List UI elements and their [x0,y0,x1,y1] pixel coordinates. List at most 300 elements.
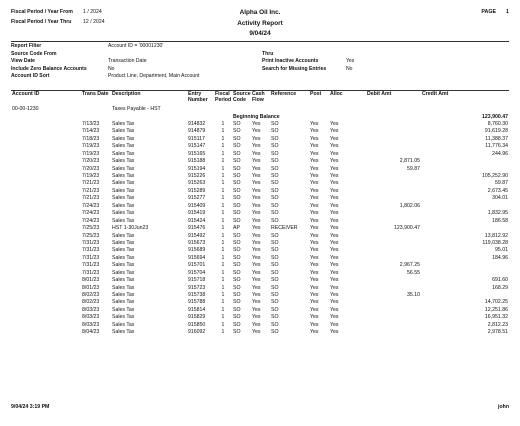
entry-number-cell: 915673 [188,239,206,246]
fiscal-from-label: Fiscal Period / Year From [11,9,73,16]
post-cell: Yes [310,262,319,269]
source-code-cell: SO [233,135,241,142]
source-code-cell: SO [233,254,241,261]
reference-cell: SO [271,329,279,336]
cash-flow-cell: Yes [252,321,261,328]
cash-flow-cell: Yes [252,217,261,224]
credit-amt-cell: 1,832.95 [487,210,508,217]
source-code-cell: SO [233,173,241,180]
entry-number-cell: 915117 [188,135,205,142]
trans-date-cell: 7/31/23 [82,262,100,269]
trans-date-cell: 8/01/23 [82,284,100,291]
entry-number-cell: 915476 [188,225,206,232]
source-code-cell: SO [233,128,241,135]
print-inactive-value: Yes [346,58,355,65]
debit-amt-cell [366,136,421,143]
description-cell: Sales Tax [112,239,135,246]
page-indicator [481,8,509,18]
source-code-cell: SO [233,158,241,165]
debit-amt-cell [366,210,421,217]
source-code-from-label: Source Code From [11,50,57,57]
cash-flow-cell: Yes [252,262,261,269]
col-cash-flow: Cash Flow [252,91,265,104]
debit-amt-cell [366,121,421,128]
reference-cell: SO [271,277,279,284]
credit-amt-cell: 59.87 [495,180,508,187]
col-description: Description [112,91,141,97]
cash-flow-cell: Yes [252,135,261,142]
post-cell: Yes [310,120,319,127]
account-id: 00-00-1230 [12,106,39,113]
table-row [11,299,509,306]
reference-cell: SO [271,254,279,261]
fiscal-period-cell: 1 [221,314,225,321]
cash-flow-cell: Yes [252,202,261,209]
source-code-cell: SO [233,314,241,321]
post-cell: Yes [310,195,319,202]
debit-amt-cell: 59.87 [407,165,420,172]
table-row [11,292,509,299]
report-header [11,8,509,42]
alloc-cell: Yes [330,143,339,150]
col-post: Post [310,91,322,97]
trans-date-cell: 7/31/23 [82,247,100,254]
entry-number-cell: 916092 [188,329,206,336]
fiscal-period-cell: 1 [221,254,225,261]
post-cell: Yes [310,306,319,313]
fiscal-period-cell: 1 [221,306,225,313]
credit-amt-cell: 16,951.32 [484,314,508,321]
post-cell: Yes [310,329,319,336]
alloc-cell: Yes [330,195,339,202]
cash-flow-cell: Yes [252,143,261,150]
fiscal-period-cell: 1 [221,128,225,135]
credit-amt-cell: 11,388.37 [485,135,508,142]
page-label: PAGE [481,9,497,16]
alloc-cell: Yes [330,158,339,165]
table-row [11,322,509,329]
alloc-cell: Yes [330,284,339,291]
beginning-balance-label: Beginning Balance [233,113,280,120]
source-code-cell: SO [233,165,241,172]
trans-date-cell: 8/02/23 [82,299,100,306]
credit-amt-cell: 184.96 [492,254,508,261]
fiscal-period-cell: 1 [221,180,225,187]
trans-date-cell: 7/18/23 [82,135,100,142]
source-code-cell: SO [233,143,241,150]
entry-number-cell: 915409 [188,202,206,209]
reference-cell: SO [271,292,279,299]
fiscal-period-cell: 1 [221,262,225,269]
fiscal-period-cell: 1 [221,269,225,276]
table-row [11,173,509,180]
report-title-block [11,8,509,40]
trans-date-cell: 8/03/23 [82,314,100,321]
beginning-balance-row [11,113,509,120]
post-cell: Yes [310,239,319,246]
table-header-row [11,91,509,106]
source-code-cell: SO [233,217,241,224]
post-cell: Yes [310,180,319,187]
table-row [11,285,509,292]
entry-number-cell: 915424 [188,217,206,224]
cash-flow-cell: Yes [252,232,261,239]
credit-amt-cell: 244.96 [492,150,508,157]
debit-amt-cell [366,128,421,135]
entry-number-cell: 915419 [188,210,206,217]
description-cell: Sales Tax [112,306,135,313]
reference-cell: SO [271,143,279,150]
description-cell: Sales Tax [112,269,135,276]
fiscal-period-cell: 1 [221,173,225,180]
cash-flow-cell: Yes [252,306,261,313]
cash-flow-cell: Yes [252,158,261,165]
fiscal-period-cell: 1 [221,158,225,165]
include-zero-label: Include Zero Balance Accounts [11,65,87,72]
source-code-cell: SO [233,284,241,291]
table-row [11,136,509,143]
credit-amt-cell: 12,251.86 [484,306,508,313]
fiscal-period-cell: 1 [221,284,225,291]
table-row [11,329,509,336]
activity-table [11,91,509,337]
alloc-cell: Yes [330,254,339,261]
alloc-cell: Yes [330,180,339,187]
description-cell: Sales Tax [112,173,135,180]
report-filter-row [11,43,163,51]
trans-date-cell: 7/31/23 [82,254,100,261]
table-row [11,314,509,321]
table-row [11,180,509,187]
description-cell: Sales Tax [112,135,135,142]
col-alloc: Alloc [330,91,343,97]
fiscal-period-cell: 1 [221,187,225,194]
trans-date-cell: 7/14/23 [82,128,100,135]
credit-amt-cell: 2,673.45 [487,187,508,194]
reference-cell: SO [271,217,279,224]
description-cell: Sales Tax [112,210,135,217]
include-zero-value: No [108,65,115,72]
alloc-cell: Yes [330,247,339,254]
entry-number-cell: 915147 [188,143,206,150]
description-cell: Sales Tax [112,180,135,187]
reference-cell: SO [271,128,279,135]
table-row [11,151,509,158]
trans-date-cell: 7/24/23 [82,202,100,209]
table-row [11,166,509,173]
credit-amt-cell [421,262,509,269]
credit-amt-cell: 186.58 [492,217,508,224]
trans-date-cell: 7/20/23 [82,158,100,165]
fiscal-period-cell: 1 [221,165,225,172]
source-code-thru-row [262,51,346,59]
credit-amt-cell: 168.29 [492,284,508,291]
debit-amt-cell [366,173,421,180]
post-cell: Yes [310,187,319,194]
print-user: john [498,404,509,411]
description-cell: Sales Tax [112,284,135,291]
entry-number-cell: 915188 [188,158,206,165]
entry-number-cell: 915689 [188,247,206,254]
source-code-cell: SO [233,277,241,284]
trans-date-cell: 7/25/23 [82,232,100,239]
alloc-cell: Yes [330,262,339,269]
description-cell: Sales Tax [112,314,135,321]
credit-amt-cell [421,166,509,173]
entry-number-cell: 914832 [188,120,206,127]
source-code-cell: SO [233,180,241,187]
credit-amt-cell: 91,619.28 [484,128,508,135]
cash-flow-cell: Yes [252,195,261,202]
alloc-cell: Yes [330,150,339,157]
description-cell: HST 1-30Jun23 [112,225,149,232]
entry-number-cell: 915704 [188,269,206,276]
debit-amt-cell [366,329,421,336]
entry-number-cell: 915701 [188,262,206,269]
description-cell: Sales Tax [112,120,135,127]
alloc-cell: Yes [330,202,339,209]
col-fiscal-period: Fiscal Period [215,91,232,104]
cash-flow-cell: Yes [252,210,261,217]
source-code-cell: SO [233,269,241,276]
trans-date-cell: 8/03/23 [82,321,100,328]
entry-number-cell: 915814 [188,306,206,313]
description-cell: Sales Tax [112,321,135,328]
source-code-cell: AP [233,225,240,232]
cash-flow-cell: Yes [252,180,261,187]
fiscal-period-cell: 1 [221,329,225,336]
trans-date-cell: 7/21/23 [82,187,100,194]
search-missing-value: No [346,65,353,72]
col-entry-number: Entry Number [188,91,208,104]
report-filters [11,43,509,89]
table-row [11,240,509,247]
debit-amt-cell [366,188,421,195]
report-footer [11,403,509,413]
credit-amt-cell [421,158,509,165]
post-cell: Yes [310,277,319,284]
entry-number-cell: 915492 [188,232,206,239]
post-cell: Yes [310,128,319,135]
source-code-cell: SO [233,247,241,254]
description-cell: Sales Tax [112,247,135,254]
reference-cell: SO [271,210,279,217]
credit-amt-cell: 304.01 [492,195,508,202]
report-date: 9/04/24 [249,30,271,38]
fiscal-period-cell: 1 [221,277,225,284]
search-missing-row [262,66,353,74]
cash-flow-cell: Yes [252,284,261,291]
source-code-cell: SO [233,195,241,202]
table-row [11,210,509,217]
debit-amt-cell [366,240,421,247]
alloc-cell: Yes [330,299,339,306]
fiscal-period-cell: 1 [221,239,225,246]
table-row [11,218,509,225]
table-row [11,270,509,277]
table-row [11,128,509,135]
fiscal-period-cell: 1 [221,225,225,232]
credit-amt-cell: 8,760.30 [487,120,508,127]
col-account-id: Account ID [12,91,40,97]
reference-cell: SO [271,165,279,172]
fiscal-thru-label: Fiscal Period / Year Thru [11,19,72,26]
source-code-cell: SO [233,150,241,157]
post-cell: Yes [310,225,319,232]
reference-cell: SO [271,135,279,142]
debit-amt-cell [366,180,421,187]
table-row [11,195,509,202]
include-zero-row [11,66,115,74]
reference-cell: SO [271,247,279,254]
description-cell: Sales Tax [112,299,135,306]
debit-amt-cell: 56.55 [407,269,420,276]
debit-amt-cell [366,307,421,314]
reference-cell: SO [271,239,279,246]
trans-date-cell: 7/13/23 [82,120,100,127]
post-cell: Yes [310,247,319,254]
cash-flow-cell: Yes [252,299,261,306]
cash-flow-cell: Yes [252,314,261,321]
description-cell: Sales Tax [112,195,135,202]
table-row [11,262,509,269]
post-cell: Yes [310,135,319,142]
view-date-row [11,58,147,66]
debit-amt-cell: 1,802.06 [399,202,420,209]
description-cell: Sales Tax [112,165,135,172]
reference-cell: SO [271,202,279,209]
alloc-cell: Yes [330,306,339,313]
cash-flow-cell: Yes [252,239,261,246]
cash-flow-cell: Yes [252,269,261,276]
fiscal-period-cell: 1 [221,217,225,224]
reference-cell: SO [271,180,279,187]
debit-amt-cell [366,247,421,254]
reference-cell: SO [271,173,279,180]
debit-amt-cell [366,232,421,239]
source-code-cell: SO [233,120,241,127]
account-sort-row [11,73,199,81]
description-cell: Sales Tax [112,150,135,157]
source-code-from-row [11,51,108,59]
credit-amt-cell: 13,812.92 [484,232,508,239]
description-cell: Sales Tax [112,329,135,336]
report-title: Activity Report [237,19,283,27]
view-date-label: View Date [11,58,35,65]
col-trans-date: Trans Date [82,91,109,97]
table-row [11,247,509,254]
alloc-cell: Yes [330,165,339,172]
fiscal-period-cell: 1 [221,120,225,127]
trans-date-cell: 7/25/23 [82,225,100,232]
reference-cell: SO [271,158,279,165]
fiscal-period-cell: 1 [221,195,225,202]
entry-number-cell: 915718 [188,277,206,284]
trans-date-cell: 7/19/23 [82,173,100,180]
credit-amt-cell: 105,252.90 [482,173,508,180]
table-row [11,121,509,128]
account-sort-value: Product Line, Department, Main Account [108,73,200,80]
cash-flow-cell: Yes [252,277,261,284]
entry-number-cell: 915277 [188,195,206,202]
print-inactive-label: Print Inactive Accounts [262,58,319,65]
entry-number-cell: 915289 [188,187,206,194]
cash-flow-cell: Yes [252,165,261,172]
post-cell: Yes [310,217,319,224]
alloc-cell: Yes [330,269,339,276]
col-debit-amt: Debit Amt [367,91,392,97]
alloc-cell: Yes [330,135,339,142]
post-cell: Yes [310,254,319,261]
description-cell: Sales Tax [112,254,135,261]
alloc-cell: Yes [330,239,339,246]
credit-amt-cell [421,292,509,299]
source-code-cell: SO [233,329,241,336]
credit-amt-cell: 2,812.23 [487,321,508,328]
description-cell: Sales Tax [112,143,135,150]
reference-cell: SO [271,299,279,306]
cash-flow-cell: Yes [252,187,261,194]
table-row [11,143,509,150]
reference-cell: SO [271,269,279,276]
entry-number-cell: 915788 [188,299,206,306]
post-cell: Yes [310,314,319,321]
alloc-cell: Yes [330,314,339,321]
table-row [11,277,509,284]
fiscal-period-cell: 1 [221,210,225,217]
view-date-value: Transaction Date [108,58,147,65]
trans-date-cell: 8/03/23 [82,306,100,313]
fiscal-period-cell: 1 [221,232,225,239]
debit-amt-cell [366,195,421,202]
credit-amt-cell: 14,702.25 [484,299,508,306]
entry-number-cell: 915850 [188,321,206,328]
fiscal-period-cell: 1 [221,135,225,142]
debit-amt-cell [366,218,421,225]
reference-cell: SO [271,195,279,202]
debit-amt-cell [366,322,421,329]
post-cell: Yes [310,210,319,217]
trans-date-cell: 7/19/23 [82,143,100,150]
print-timestamp: 9/04/24 3:19 PM [11,404,50,411]
fiscal-period-cell: 1 [221,202,225,209]
source-code-thru-label: Thru [262,50,274,57]
trans-date-cell: 7/21/23 [82,180,100,187]
trans-date-cell: 7/20/23 [82,165,100,172]
source-code-cell: SO [233,306,241,313]
cash-flow-cell: Yes [252,254,261,261]
post-cell: Yes [310,150,319,157]
debit-amt-cell: 2,871.05 [399,158,420,165]
table-row [11,203,509,210]
debit-amt-cell [366,255,421,262]
debit-amt-cell [366,151,421,158]
table-row [11,255,509,262]
reference-cell: SO [271,150,279,157]
entry-number-cell: 915694 [188,254,206,261]
post-cell: Yes [310,284,319,291]
source-code-cell: SO [233,187,241,194]
alloc-cell: Yes [330,173,339,180]
col-credit-amt: Credit Amt [422,91,449,97]
alloc-cell: Yes [330,225,339,232]
col-source-code: Source Code [233,91,251,104]
post-cell: Yes [310,321,319,328]
post-cell: Yes [310,232,319,239]
account-row [11,106,509,113]
fiscal-period-cell: 1 [221,321,225,328]
source-code-cell: SO [233,321,241,328]
